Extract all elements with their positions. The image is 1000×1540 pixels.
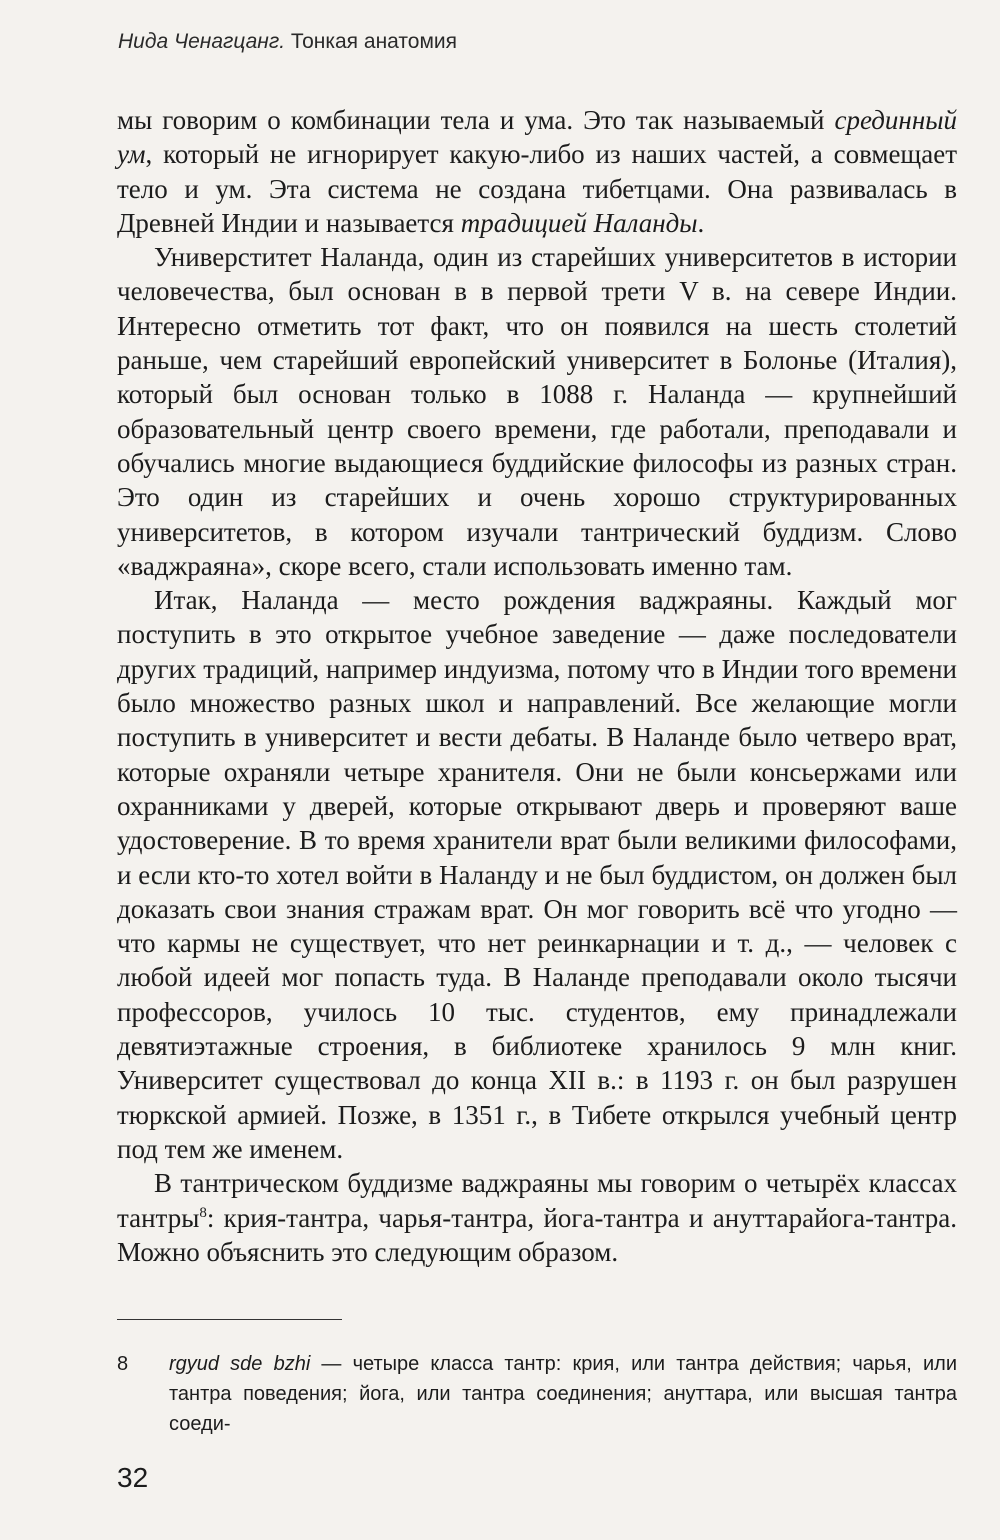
paragraph-4-text-a: В тантрическом буддизме ваджраяны мы говорим о четырёх классах тантры [117,1168,957,1233]
main-text [117,103,957,1269]
term-middle-mind: срединный ум [117,105,957,170]
paragraph-1-text-c: . [697,207,705,238]
footnote [117,1349,957,1439]
running-header [118,30,457,54]
paragraph-1-text-b: , который не игнорирует какую-либо из наших частей, а совмещает тело и ум. Эта система не создана тибетцами. Она развивалась в Древней Индии и называется [117,139,957,238]
paragraph-3: Итак, Наланда — место рождения ваджраяны. Каждый мог поступить в это открытое учебное заведение — даже последователи других традиций, например индуизма, потому что в Индии того времени было множество разных школ и направлений. Все желающие могли поступить в университет и вести дебаты. В Наланде было четверо врат, которые охраняли четыре хранителя. Они не были консьержами или охранниками у дверей, которые открывают дверь и проверяют ваше удостоверение. В то время хранители врат были великими философами, и если кто-то хотел войти в Наланду и не был буддистом, он должен был доказать свои знания стражам врат. Он мог говорить всё что угодно — что кармы не существует, что нет реинкарнации и т. д., — человек с любой идеей мог попасть туда. В Наланде преподавали около тысячи профессоров, училось 10 тыс. студентов, ему принадлежали девятиэтажные строения, в библиотеке хранилось 9 млн книг. Университет существовал до конца XII в.: в 1193 г. он был разрушен тюркской армией. Позже, в 1351 г., в Тибете открылся учебный центр под тем же именем. [117,585,957,1164]
page-number: 32 [117,1462,149,1493]
paragraph-2: Универститет Наланда, один из старейших университетов в истории человечества, был основан в в первой трети V в. на севере Индии. Интересно отметить тот факт, что он появился на шесть столетий раньше, чем старейший европейский университет в Болонье (Италия), который был основан только в 1088 г. Наланда — крупнейший образовательный центр своего времени, где работали, преподавали и обучались многие выдающиеся буддийские философы из разных стран. Это один из старейших и очень хорошо структурированных университетов, в котором изучали тантрический буддизм. Слово «ваджраяна», скоре всего, стали использовать именно там. [117,242,957,581]
footnote-term: rgyud sde bzhi [169,1353,311,1375]
term-nalanda-tradition: традицией Наланды [460,207,698,238]
header-author: Нида Ченагцанг. [118,30,286,53]
footnote-divider [117,1319,342,1320]
footnote-text: — четыре класса тантр: крия, или тантра действия; чарья, или тантра поведения; йога, или тантра соединения; ануттара, или высшая тантра соеди- [169,1353,958,1435]
footnote-reference: 8 [199,1204,207,1221]
paragraph-4 [117,1166,957,1269]
footnote-number: 8 [117,1353,129,1375]
paragraph-1-text-a: мы говорим о комбинации тела и ума. Это так называемый [117,105,835,135]
header-title: Тонкая анатомия [290,30,457,53]
footnote-body [169,1349,957,1439]
paragraph-4-text-b: : крия-тантра, чарья-тантра, йога-тантра и ануттарайога-тантра. Можно объяснить это следующим образом. [117,1202,957,1267]
paragraph-1 [117,103,957,240]
